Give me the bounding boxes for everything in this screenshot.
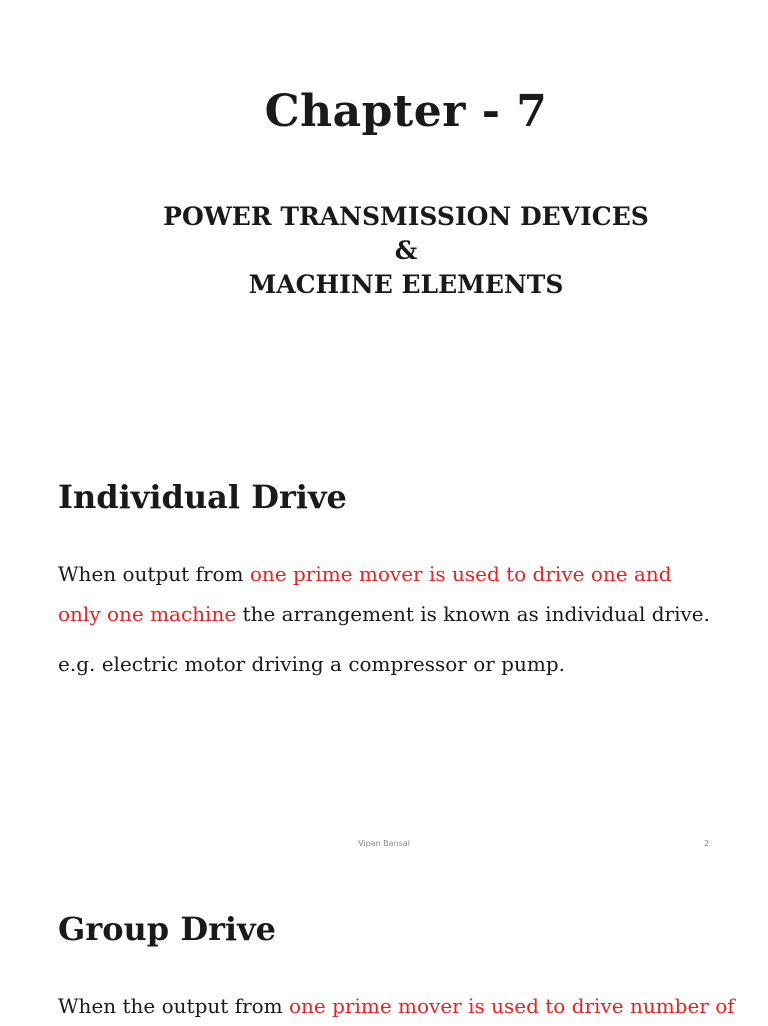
definition-highlight: one prime mover is used to drive number of <box>289 994 735 1018</box>
definition-paragraph <box>58 986 735 1026</box>
title-slide <box>0 0 768 432</box>
chapter-title: Chapter - 7 <box>264 86 548 137</box>
definition-text-pre: When the output from <box>58 994 289 1018</box>
section-heading: Group Drive <box>58 910 277 948</box>
footer-page-number: 2 <box>704 839 710 848</box>
group-drive-slide <box>0 864 768 1024</box>
section-heading: Individual Drive <box>58 478 347 516</box>
footer-author: Vipan Bansal <box>358 839 410 848</box>
definition-paragraph <box>58 554 718 634</box>
definition-text-pre: When output from <box>58 562 250 586</box>
subtitle-line-1: POWER TRANSMISSION DEVICES <box>163 202 649 231</box>
individual-drive-slide <box>0 432 768 864</box>
chapter-subtitle <box>0 200 768 302</box>
definition-highlight: one prime mover is used to drive one and only one machine <box>58 562 672 626</box>
subtitle-line-2: & <box>394 236 418 265</box>
example-paragraph: e.g. electric motor driving a compressor or pump. <box>58 652 565 676</box>
subtitle-line-3: MACHINE ELEMENTS <box>248 270 564 299</box>
definition-text-post: the arrangement is known as individual drive. <box>236 602 710 626</box>
